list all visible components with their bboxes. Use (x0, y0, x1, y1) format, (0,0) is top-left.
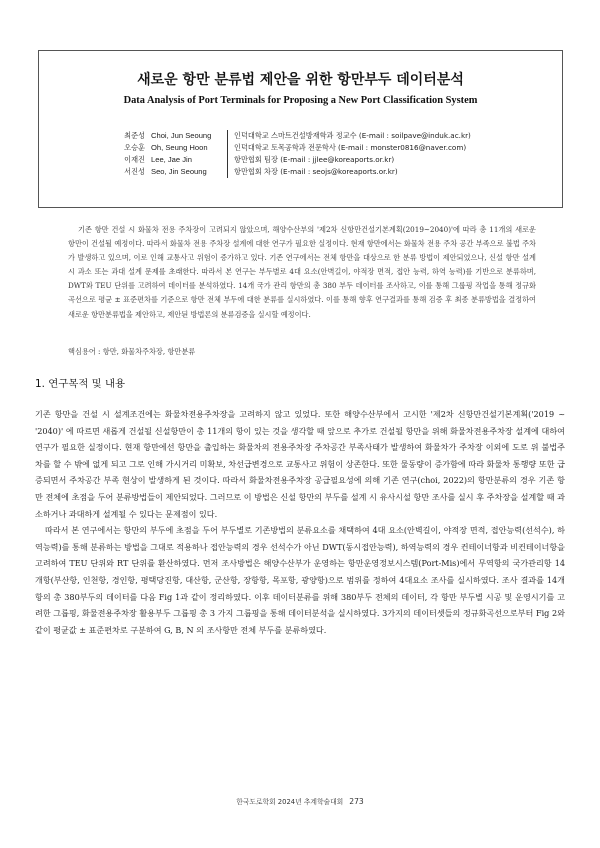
author-name-korean: 최준성 (124, 131, 145, 140)
abstract: 기존 항만 건설 시 화물차 전용 주차장이 고려되지 않았으며, 해양수산부의 '제2차 신항만건설기본계획(2019~2040)'에 따라 총 11개의 새로운 항만이 건설될 예정이다. 따라서 화물차 전용 주차장 설계에 대한 연구가 필요한 실정이다. 현재 항만에서는 화물차 전용 주차 공간 부족으로 불법 주차가 발생하고 있으며, 이로 인해 교통사고 위험이 증가하고 있다. 기존 연구에서는 전체 항만을 대상으로 한 분류 방법이 제안되었으나, 신설 항만 설계 시 과소 또는 과대 설계 문제를 초래한다. 따라서 본 연구는 부두별로 4대 요소(안벽길이, 야적장 면적, 접안 능력, 하역 능력)를 기반으로 분류하며, DWT와 TEU 단위를 고려하여 데이터를 분석하였다. 14개 국가 관리 항만의 총 380 부두 데이터를 조사하고, 이를 통해 그룹핑 작업을 통해 정규화 곡선으로 평균 ± 표준편차를 기준으로 항만 전체 부두에 대한 분류를 실시하였다. 이를 통해 향후 연구결과를 통해 검증 후 최종 분류방법을 결정하여 새로운 항만분류법을 제안하고, 제안된 방법론의 분류검증을 실시할 예정이다. (68, 225, 536, 319)
author-affiliation: 항만협회 차장 (E-mail : seojs@koreaports.or.kr) (227, 166, 398, 178)
author-affiliation: 인덕대학교 토목공학과 전문학사 (E-mail : monster0816@naver.com) (227, 142, 466, 154)
keywords: 핵심용어 : 항만, 화물차주차장, 항만분류 (68, 347, 196, 356)
footer-conference: 한국도로학회 2024년 추계학술대회 (236, 798, 344, 806)
author-name-korean: 오승훈 (124, 143, 145, 152)
title-box (38, 50, 563, 208)
page-footer (0, 796, 600, 806)
author-list (111, 130, 551, 178)
section-heading: 1. 연구목적 및 내용 (35, 378, 126, 390)
page-number: 273 (349, 797, 364, 806)
author-row (111, 166, 551, 178)
author-name-english: Seo, Jin Seoung (151, 167, 207, 176)
body-paragraph: 기존 항만을 건설 시 설계조건에는 화물차전용주차장을 고려하지 않고 있었다. 또한 해양수산부에서 고시한 '제2차 신항만건설기본계획('2019 ~ '2040)' 에 따르면 새롭게 건설될 신설항만이 총 11개의 항이 있는 것을 생각할 때 앞으로 추가로 건설될 항만을 위해 화물차전용주차장 설계에 대하여 연구가 필요한 실정이다. 현재 항만에선 항만을 출입하는 화물차의 전용주차장 주차공간 부족사태가 발생하여 화물차가 주차장 이외에 도로 위 불법주차를 할 수 밖에 없게 되고 그로 인해 가시거리 미확보, 차선급변경으로 교통사고 위험이 상존한다. 또한 물동량이 증가함에 따라 화물차 통행량 또한 급증되면서 주차공간 부족 현상이 발생하게 된 것이다. 따라서 화물차전용주차장 공급필요성에 의해 기존 연구(choi, 2022)의 항만분류의 경우 기존 항만 전체에 초점을 두어 분류방법들이 제안되었다. 그러므로 이 방법은 신설 항만의 부두를 설계 시 유사시설 항만 조사를 실시 후 주차장을 설계할 때 과소하거나 과대하게 설계될 수 있다는 문제점이 있다. (35, 409, 565, 519)
author-name-english: Oh, Seung Hoon (151, 143, 208, 152)
author-name-korean: 서진성 (124, 167, 145, 176)
author-name-english: Lee, Jae Jin (151, 155, 192, 164)
author-row (111, 142, 551, 154)
author-row (111, 154, 551, 166)
author-name-korean: 이재진 (124, 155, 145, 164)
paper-title-english: Data Analysis of Port Terminals for Proposing a New Port Classification System (123, 95, 478, 106)
author-affiliation: 인덕대학교 스마트건설방재학과 정교수 (E-mail : soilpave@induk.ac.kr) (227, 130, 471, 142)
author-row (111, 130, 551, 142)
author-affiliation: 항만협회 팀장 (E-mail : jjlee@koreaports.or.kr) (227, 154, 394, 166)
paper-title-korean: 새로운 항만 분류법 제안을 위한 항만부두 데이터분석 (137, 72, 464, 88)
author-name-english: Choi, Jun Seoung (151, 131, 212, 140)
body-text (35, 406, 565, 638)
body-paragraph: 따라서 본 연구에서는 항만의 부두에 초점을 두어 부두별로 기존방법의 분류요소를 채택하여 4대 요소(안벽길이, 야적장 면적, 접안능력(선석수), 하역능력)를 통해 분류하는 방법을 그대로 적용하나 접안능력의 경우 선석수가 아닌 DWT(동시접안능력), 하역능력의 경우 컨테이너항과 비컨테이너항을 고려하여 TEU 단위와 RT 단위를 환산하였다. 먼저 조사방법은 해양수산부가 운영하는 항만운영정보시스템(Port-Mis)에서 무역항의 국가관리항 14개항(부산항, 인천항, 경인항, 평택당진항, 대산항, 군산항, 장항항, 목포항, 광양항)으로 범위를 정하여 4대요소 조사를 실시하였다. 조사 결과를 14개항의 총 380부두의 데이터를 다음 Fig 1과 같이 정리하였다. 이후 데이터분류를 위해 380부두 전체의 데이터, 각 항만 부두별 시공 및 운영시기를 고려한 그룹핑, 화물전용주차장 활용부두 그룹핑 총 3 가지 그룹핑을 통해 데이터분석을 실시하였다. 3가지의 데이터셋들의 정규화곡선으로부터 Fig 2와 같이 평균값 ± 표준편차로 구분하여 G, B, N 의 조사항만 전체 부두를 분류하였다. (35, 525, 565, 635)
